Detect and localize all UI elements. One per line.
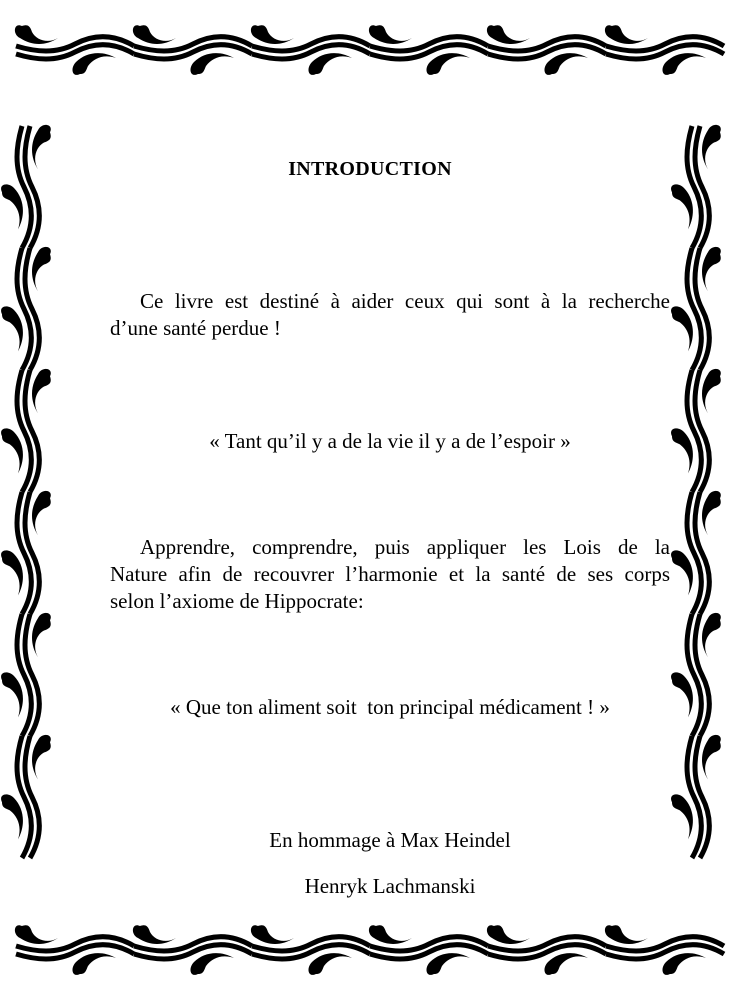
ornament-unit bbox=[133, 25, 252, 75]
paisley-drop-icon bbox=[191, 53, 234, 75]
ornament-unit bbox=[671, 125, 721, 248]
paisley-drop-icon bbox=[133, 25, 176, 44]
ornament-unit bbox=[487, 25, 606, 75]
paisley-drop-icon bbox=[73, 953, 116, 975]
paisley-drop-icon bbox=[663, 953, 706, 975]
paisley-drop-icon bbox=[309, 953, 352, 975]
paisley-drop-icon bbox=[545, 53, 588, 75]
paisley-drop-icon bbox=[702, 613, 721, 658]
paisley-drop-icon bbox=[663, 53, 706, 75]
paisley-drop-icon bbox=[702, 735, 721, 780]
paisley-drop-icon bbox=[1, 550, 23, 595]
hippocrates-paragraph bbox=[110, 534, 670, 615]
ornament-unit bbox=[369, 25, 488, 75]
paisley-drop-icon bbox=[32, 735, 51, 780]
paisley-drop-icon bbox=[487, 925, 530, 944]
page-title: INTRODUCTION bbox=[288, 158, 452, 180]
paisley-drop-icon bbox=[605, 925, 648, 944]
ornament-unit bbox=[369, 925, 488, 975]
ornament-unit bbox=[251, 25, 370, 75]
author-name: Henryk Lachmanski bbox=[304, 874, 476, 898]
ornament-unit bbox=[251, 925, 370, 975]
paisley-drop-icon bbox=[32, 369, 51, 414]
hippocrates-paragraph-line: Apprendre, comprendre, puis appliquer les Lois de la bbox=[140, 535, 670, 559]
paisley-drop-icon bbox=[15, 925, 58, 944]
paisley-drop-icon bbox=[251, 925, 294, 944]
paisley-drop-icon bbox=[15, 25, 58, 44]
dedication: En hommage à Max Heindel bbox=[269, 828, 511, 852]
intro-paragraph bbox=[110, 288, 670, 342]
border-left-band bbox=[1, 125, 51, 858]
paisley-drop-icon bbox=[369, 925, 412, 944]
paisley-drop-icon bbox=[671, 306, 693, 351]
paisley-drop-icon bbox=[702, 491, 721, 536]
paisley-drop-icon bbox=[309, 53, 352, 75]
paisley-drop-icon bbox=[369, 25, 412, 44]
paisley-drop-icon bbox=[32, 613, 51, 658]
paisley-drop-icon bbox=[1, 184, 23, 229]
intro-paragraph-line: Ce livre est destiné à aider ceux qui sont à la recherche bbox=[140, 289, 670, 313]
intro-paragraph-line: d’une santé perdue ! bbox=[110, 316, 281, 340]
quote-hope: « Tant qu’il y a de la vie il y a de l’espoir » bbox=[209, 429, 571, 453]
paisley-drop-icon bbox=[32, 247, 51, 292]
paisley-drop-icon bbox=[605, 25, 648, 44]
paisley-drop-icon bbox=[427, 953, 470, 975]
paisley-drop-icon bbox=[251, 25, 294, 44]
paisley-drop-icon bbox=[73, 53, 116, 75]
paisley-drop-icon bbox=[32, 491, 51, 536]
paisley-drop-icon bbox=[702, 369, 721, 414]
paisley-drop-icon bbox=[1, 306, 23, 351]
paisley-drop-icon bbox=[487, 25, 530, 44]
ornament-unit bbox=[671, 491, 721, 614]
ornament-unit bbox=[671, 247, 721, 370]
ornament-unit bbox=[487, 925, 606, 975]
paisley-drop-icon bbox=[671, 550, 693, 595]
ornament-unit bbox=[605, 25, 724, 75]
ornament-unit bbox=[1, 247, 51, 370]
paisley-drop-icon bbox=[545, 953, 588, 975]
paisley-drop-icon bbox=[671, 184, 693, 229]
ornament-unit bbox=[133, 925, 252, 975]
quote-hippocrates: « Que ton aliment soit ton principal médicament ! » bbox=[170, 695, 610, 719]
border-bottom-band bbox=[15, 925, 724, 975]
ornament-unit bbox=[1, 125, 51, 248]
paisley-drop-icon bbox=[191, 953, 234, 975]
ornament-unit bbox=[605, 925, 724, 975]
border-right-band bbox=[671, 125, 721, 858]
hippocrates-paragraph-line: Nature afin de recouvrer l’harmonie et la santé de ses corps bbox=[110, 562, 670, 586]
paisley-drop-icon bbox=[427, 53, 470, 75]
ornament-unit bbox=[15, 25, 134, 75]
paisley-drop-icon bbox=[133, 925, 176, 944]
hippocrates-paragraph-line: selon l’axiome de Hippocrate: bbox=[110, 589, 364, 613]
ornament-unit bbox=[15, 925, 134, 975]
paisley-drop-icon bbox=[702, 247, 721, 292]
border-top-band bbox=[15, 25, 724, 75]
ornament-unit bbox=[1, 491, 51, 614]
